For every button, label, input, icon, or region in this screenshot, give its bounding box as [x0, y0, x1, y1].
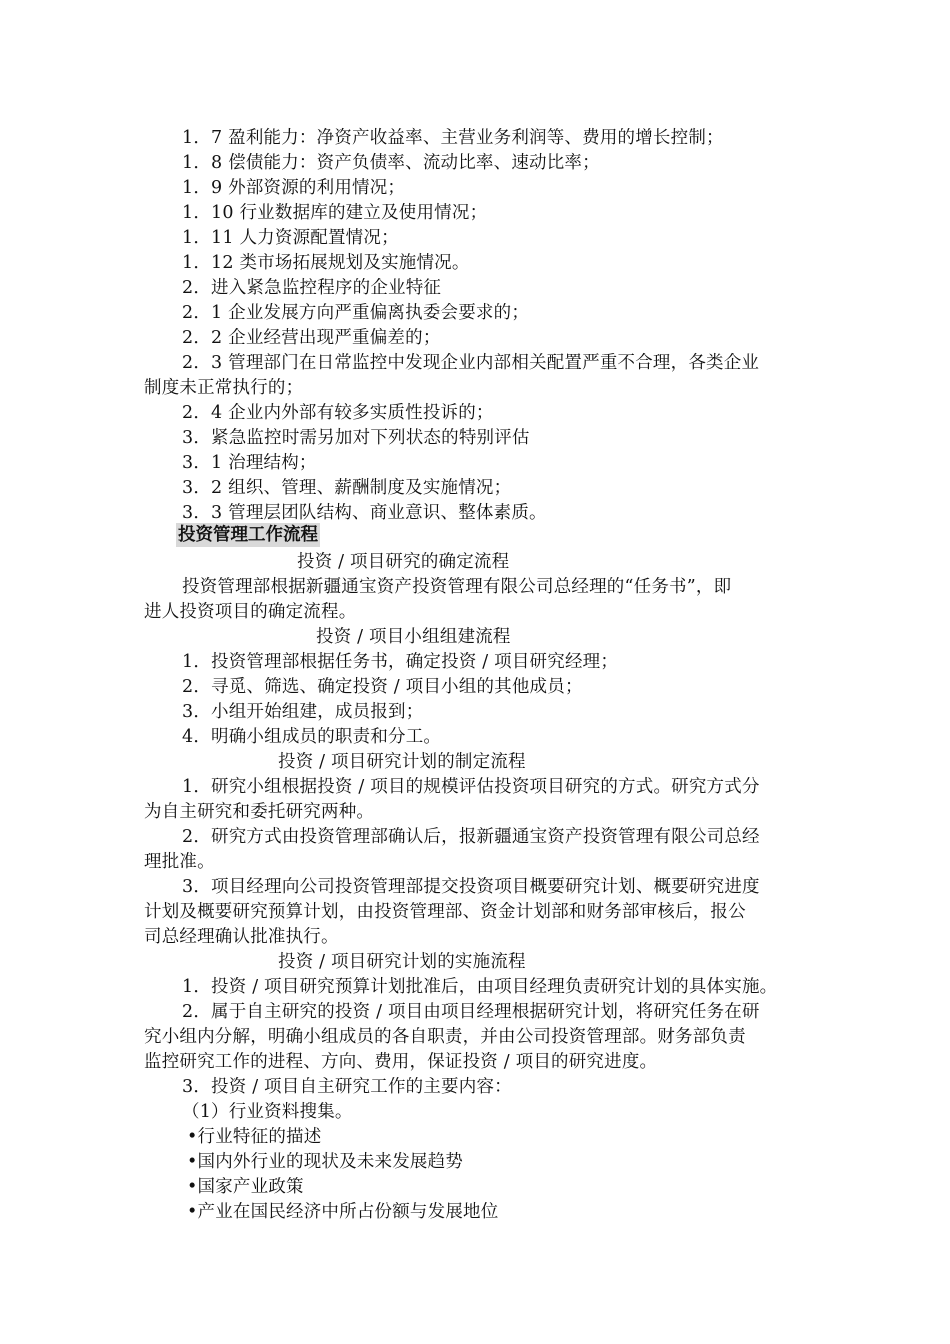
text-line: 3．项目经理向公司投资管理部提交投资项目概要研究计划、概要研究进度	[182, 877, 760, 897]
text-line: 2．进入紧急监控程序的企业特征	[182, 278, 442, 298]
subheading: 投资 / 项目研究计划的实施流程	[278, 952, 526, 972]
text-line: 3．小组开始组建，成员报到；	[182, 702, 424, 722]
subheading: 投资 / 项目研究的确定流程	[297, 552, 510, 572]
text-line: 3．1 治理结构；	[182, 453, 317, 473]
text-line: 理批准。	[144, 852, 215, 872]
text-line: 3．3 管理层团队结构、商业意识、整体素质。	[182, 503, 547, 523]
text-line: 3．投资 / 项目自主研究工作的主要内容：	[182, 1077, 512, 1097]
subheading: 投资 / 项目小组组建流程	[316, 627, 511, 647]
text-line: 1．8 偿债能力：资产负债率、流动比率、速动比率；	[182, 153, 600, 173]
text-line: 3．紧急监控时需另加对下列状态的特别评估	[182, 428, 530, 448]
section-heading: 投资管理工作流程	[178, 525, 318, 545]
text-line: 1．研究小组根据投资 / 项目的规模评估投资项目研究的方式。研究方式分	[182, 777, 760, 797]
text-line: 监控研究工作的进程、方向、费用，保证投资 / 项目的研究进度。	[144, 1052, 658, 1072]
text-line: 1．投资 / 项目研究预算计划批准后，由项目经理负责研究计划的具体实施。	[182, 977, 778, 997]
text-line: 2．属于自主研究的投资 / 项目由项目经理根据研究计划，将研究任务在研	[182, 1002, 760, 1022]
text-line: 2．2 企业经营出现严重偏差的；	[182, 328, 441, 348]
bullet-item: •国家产业政策	[187, 1177, 304, 1197]
subheading: 投资 / 项目研究计划的制定流程	[278, 752, 526, 772]
bullet-item: •国内外行业的现状及未来发展趋势	[187, 1152, 464, 1172]
text-line: 司总经理确认批准执行。	[144, 927, 339, 947]
text-line: 究小组内分解，明确小组成员的各自职责，并由公司投资管理部。财务部负责	[144, 1027, 746, 1047]
text-line: 2．研究方式由投资管理部确认后，报新疆通宝资产投资管理有限公司总经	[182, 827, 760, 847]
text-line: 1．9 外部资源的利用情况；	[182, 178, 406, 198]
text-line: 2．3 管理部门在日常监控中发现企业内部相关配置严重不合理，各类企业	[182, 353, 760, 373]
text-line: 1．12 类市场拓展规划及实施情况。	[182, 253, 470, 273]
bullet-item: •行业特征的描述	[187, 1127, 322, 1147]
text-line: 为自主研究和委托研究两种。	[144, 802, 375, 822]
text-line: 1．10 行业数据库的建立及使用情况；	[182, 203, 488, 223]
text-line: 2．寻觅、筛选、确定投资 / 项目小组的其他成员；	[182, 677, 583, 697]
text-line: 2．4 企业内外部有较多实质性投诉的；	[182, 403, 494, 423]
text-line: 2．1 企业发展方向严重偏离执委会要求的；	[182, 303, 530, 323]
text-line: 投资管理部根据新疆通宝资产投资管理有限公司总经理的“任务书”，即	[182, 577, 732, 597]
text-line: （1）行业资料搜集。	[182, 1102, 353, 1122]
text-line: 4．明确小组成员的职责和分工。	[182, 727, 442, 747]
text-line: 1．投资管理部根据任务书，确定投资 / 项目研究经理；	[182, 652, 619, 672]
text-line: 计划及概要研究预算计划，由投资管理部、资金计划部和财务部审核后，报公	[144, 902, 746, 922]
text-line: 进人投资项目的确定流程。	[144, 602, 357, 622]
text-line: 1．11 人力资源配置情况；	[182, 228, 399, 248]
text-line: 制度未正常执行的；	[144, 378, 304, 398]
bullet-item: •产业在国民经济中所占份额与发展地位	[187, 1202, 499, 1222]
text-line: 3．2 组织、管理、薪酬制度及实施情况；	[182, 478, 512, 498]
text-line: 1．7 盈利能力：净资产收益率、主营业务利润等、费用的增长控制；	[182, 128, 724, 148]
